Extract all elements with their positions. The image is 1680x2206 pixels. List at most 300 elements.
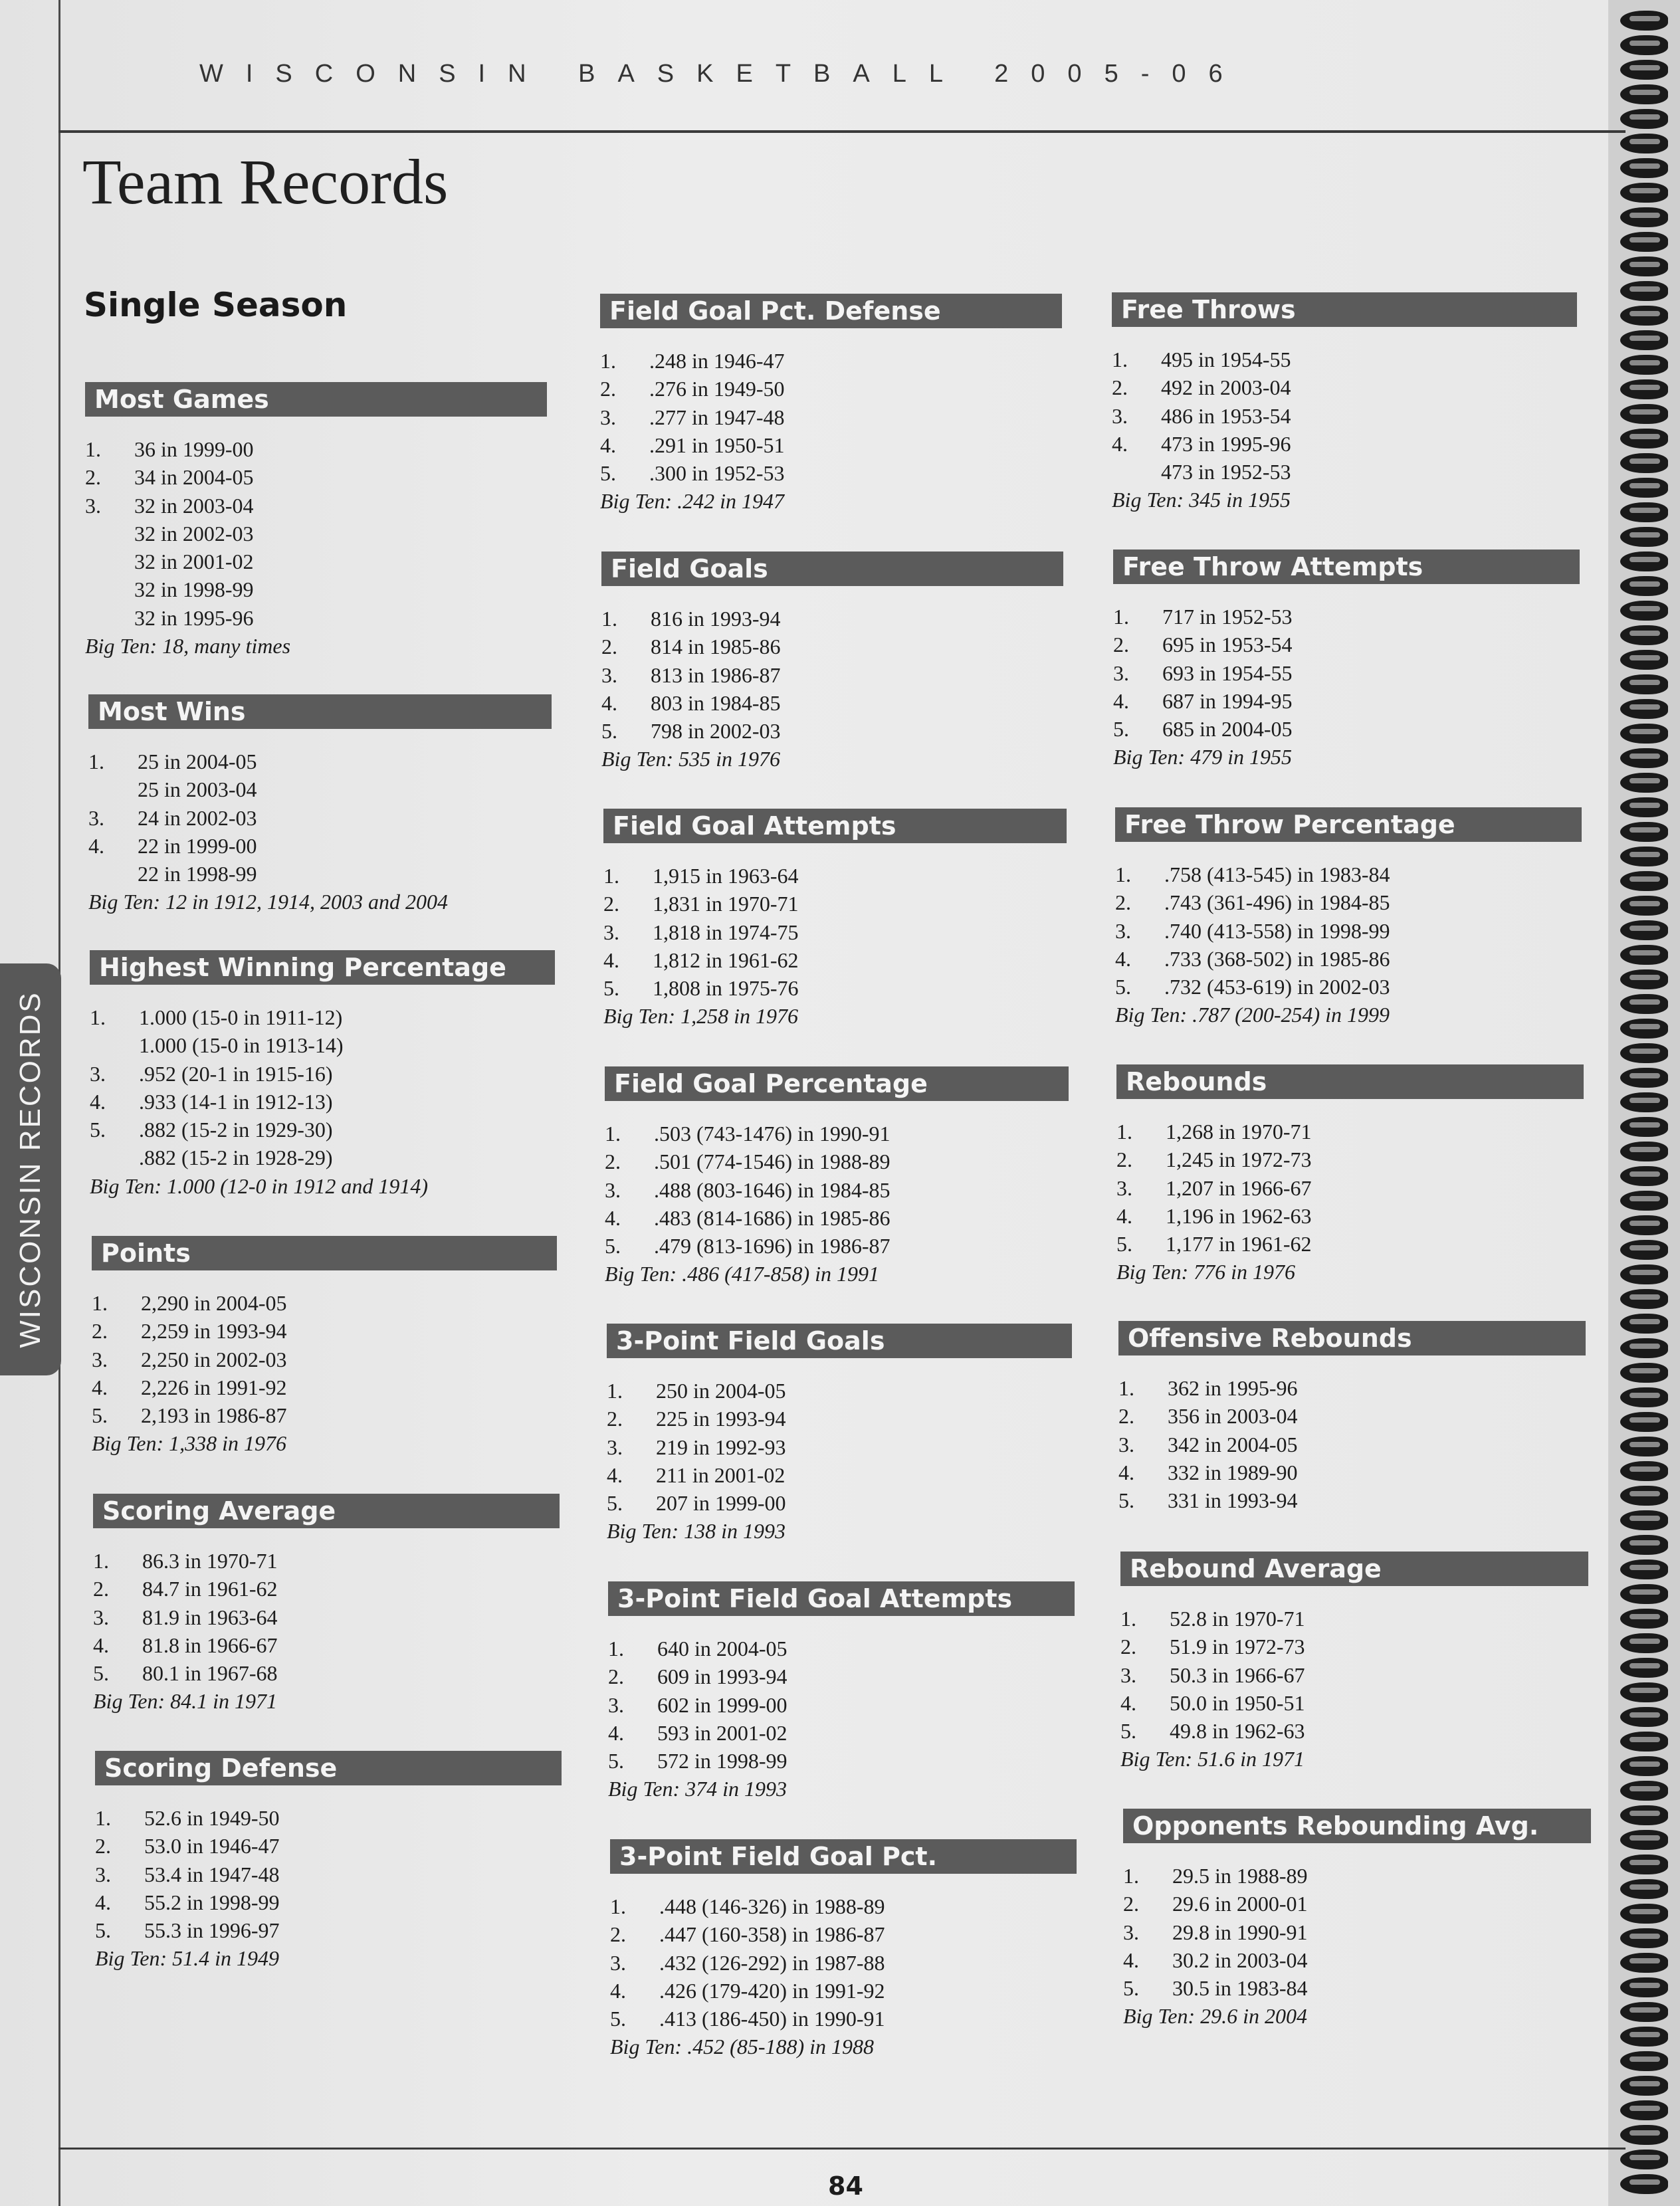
record-rank: 2. (1112, 375, 1128, 400)
record-entry (88, 804, 552, 832)
record-entry (1116, 1202, 1584, 1230)
record-rank: 3. (610, 1950, 626, 1975)
section-subtitle: Single Season (84, 286, 348, 324)
record-rank: 5. (600, 461, 616, 486)
record-rank: 3. (601, 662, 617, 687)
record-value: .276 in 1949-50 (649, 377, 785, 401)
record-entry (88, 860, 552, 888)
spiral-coil (1620, 621, 1673, 648)
record-rank: 2. (1118, 1404, 1134, 1429)
record-entry (1123, 1946, 1591, 1974)
record-entry (90, 1031, 555, 1059)
record-rank: 5. (1113, 717, 1129, 742)
big-ten-record: Big Ten: 12 in 1912, 1914, 2003 and 2004 (88, 890, 449, 914)
record-section-most-games (85, 382, 547, 660)
section-heading: Most Wins (88, 694, 552, 729)
record-value: .432 (126-292) in 1987-88 (659, 1950, 885, 1975)
record-value: 29.5 in 1988-89 (1172, 1864, 1308, 1888)
spiral-coil (1620, 916, 1673, 943)
record-rank: 4. (90, 1089, 106, 1114)
record-entry (608, 1662, 1075, 1690)
big-ten-record: Big Ten: 29.6 in 2004 (1123, 2004, 1308, 2029)
record-rank: 1. (600, 349, 616, 373)
section-heading: Most Games (85, 382, 547, 417)
record-value: 32 in 2002-03 (134, 521, 254, 546)
record-rank: 5. (1120, 1719, 1136, 1744)
spiral-coil (1620, 1949, 1673, 1975)
record-value: 84.7 in 1961-62 (142, 1577, 278, 1601)
record-value: 53.0 in 1946-47 (144, 1834, 280, 1858)
spiral-coil (1620, 1113, 1673, 1140)
spiral-coil (1620, 2121, 1673, 2148)
record-value: .488 (803-1646) in 1984-85 (654, 1177, 891, 1202)
record-value: .479 (813-1696) in 1986-87 (654, 1234, 891, 1258)
record-rank: 3. (1123, 1920, 1139, 1944)
record-entry (93, 1603, 560, 1631)
record-value: 1,245 in 1972-73 (1166, 1148, 1312, 1172)
record-entry (605, 1176, 1069, 1204)
record-entry (1113, 715, 1580, 743)
record-rank: 4. (1116, 1203, 1132, 1228)
spiral-coil (1620, 1482, 1673, 1508)
spiral-coil (1620, 867, 1673, 894)
record-list (600, 347, 1062, 516)
record-entry (603, 974, 1067, 1002)
spiral-coil (1620, 1826, 1673, 1853)
spiral-coil (1620, 695, 1673, 722)
record-list (607, 1377, 1072, 1546)
record-section-free-throws (1112, 292, 1577, 514)
record-rank: 4. (601, 690, 617, 715)
spiral-coil (1620, 1973, 1673, 2000)
record-entry (92, 1401, 557, 1429)
record-entry (95, 1832, 562, 1860)
record-entry (92, 1346, 557, 1373)
record-rank: 4. (1113, 688, 1129, 713)
spiral-coil (1620, 1728, 1673, 1754)
section-heading: Points (92, 1236, 557, 1270)
record-value: 342 in 2004-05 (1168, 1432, 1298, 1456)
record-section-most-wins (88, 694, 552, 916)
record-entry (85, 575, 547, 603)
spiral-coil (1620, 818, 1673, 845)
record-rank: 1. (93, 1549, 109, 1573)
spiral-coil (1620, 56, 1673, 82)
spiral-coil (1620, 7, 1673, 33)
section-heading: Opponents Rebounding Avg. (1123, 1809, 1591, 1843)
record-rank: 1. (88, 750, 104, 773)
record-entry (85, 492, 547, 520)
record-value: .300 in 1952-53 (649, 461, 785, 486)
record-entry (603, 918, 1067, 946)
record-section-scoring-average (93, 1494, 560, 1716)
record-rank: 3. (1115, 918, 1131, 943)
record-entry (610, 2005, 1077, 2033)
record-entry (93, 1575, 560, 1603)
record-entry (1123, 1918, 1591, 1946)
record-rank: 2. (85, 465, 101, 490)
record-entry (607, 1461, 1072, 1489)
record-list (1118, 1374, 1586, 1514)
record-value: 695 in 1953-54 (1162, 633, 1293, 657)
record-rank: 1. (607, 1379, 623, 1403)
record-entry (610, 1977, 1077, 2005)
record-entry (1120, 1605, 1588, 1633)
record-value: 50.0 in 1950-51 (1170, 1690, 1305, 1715)
record-entry (603, 890, 1067, 918)
record-section-points (92, 1236, 557, 1458)
spiral-coil (1620, 548, 1673, 574)
record-value: 1,808 in 1975-76 (653, 976, 799, 1001)
record-rank: 2. (1113, 633, 1129, 657)
big-ten-record: Big Ten: 1,338 in 1976 (92, 1431, 287, 1456)
record-value: 602 in 1999-00 (657, 1692, 788, 1717)
record-rank: 4. (92, 1375, 108, 1399)
record-rank: 3. (607, 1435, 623, 1459)
record-rank: 4. (88, 833, 104, 858)
record-rank: 2. (610, 1922, 626, 1947)
record-list (608, 1635, 1075, 1803)
record-value: 25 in 2003-04 (138, 777, 257, 802)
record-list (601, 605, 1063, 773)
record-value: 495 in 1954-55 (1161, 348, 1291, 371)
spiral-coil (1620, 523, 1673, 550)
record-rank: 3. (92, 1347, 108, 1371)
spiral-coil (1620, 1383, 1673, 1410)
record-value: 36 in 1999-00 (134, 437, 254, 461)
record-rank: 5. (1116, 1232, 1132, 1256)
record-rank: 4. (608, 1720, 624, 1745)
record-rank: 1. (85, 437, 101, 461)
spiral-coil (1620, 1211, 1673, 1238)
record-entry (95, 1888, 562, 1916)
record-rank: 3. (85, 493, 101, 518)
record-value: .448 (146-326) in 1988-89 (659, 1894, 885, 1918)
record-entry (601, 661, 1063, 689)
record-entry (93, 1659, 560, 1687)
record-value: 32 in 2001-02 (134, 550, 254, 574)
record-rank: 3. (93, 1605, 109, 1629)
record-value: 362 in 1995-96 (1168, 1376, 1298, 1400)
record-rank: 5. (95, 1918, 111, 1943)
record-entry (88, 775, 552, 803)
spiral-coil (1620, 228, 1673, 254)
record-value: 717 in 1952-53 (1162, 605, 1293, 629)
spiral-coil (1620, 1260, 1673, 1287)
record-entry (1115, 973, 1582, 1001)
record-value: .740 (413-558) in 1998-99 (1164, 918, 1390, 943)
record-rank: 2. (608, 1664, 624, 1689)
record-entry (90, 1060, 555, 1088)
record-entry (601, 717, 1063, 745)
record-rank: 1. (1116, 1120, 1132, 1144)
record-value: 332 in 1989-90 (1168, 1460, 1298, 1484)
record-value: 51.9 in 1972-73 (1170, 1635, 1305, 1659)
record-entry (1116, 1146, 1584, 1173)
record-entry (93, 1547, 560, 1575)
record-list (95, 1804, 562, 1973)
record-list (1112, 346, 1577, 514)
spiral-coil (1620, 1064, 1673, 1090)
spiral-coil (1620, 277, 1673, 304)
spiral-coil (1620, 400, 1673, 427)
section-heading: 3-Point Field Goal Attempts (608, 1581, 1075, 1616)
big-ten-record: Big Ten: 1,258 in 1976 (603, 1004, 799, 1029)
record-entry (607, 1405, 1072, 1433)
spiral-coil (1620, 1654, 1673, 1680)
spiral-coil (1620, 2047, 1673, 2074)
record-value: 22 in 1999-00 (138, 833, 257, 858)
spiral-coil (1620, 1236, 1673, 1262)
record-value: 1,831 in 1970-71 (653, 892, 799, 916)
record-list (93, 1547, 560, 1716)
record-list (1116, 1118, 1584, 1286)
record-rank: 1. (605, 1122, 621, 1146)
record-entry (85, 435, 547, 463)
record-list (610, 1892, 1077, 2061)
record-entry (90, 1116, 555, 1144)
record-value: 1,196 in 1962-63 (1166, 1203, 1312, 1228)
section-heading: Scoring Defense (95, 1751, 562, 1785)
record-rank: 4. (600, 433, 616, 457)
record-value: 803 in 1984-85 (651, 690, 781, 715)
spiral-coil (1620, 1408, 1673, 1435)
record-list (85, 435, 547, 660)
section-heading: Field Goal Pct. Defense (600, 294, 1062, 328)
record-value: 1,915 in 1963-64 (653, 864, 799, 888)
record-entry (607, 1433, 1072, 1461)
record-value: .483 (814-1686) in 1985-86 (654, 1205, 891, 1230)
spiral-coil (1620, 965, 1673, 992)
record-value: 816 in 1993-94 (651, 607, 781, 631)
record-value: 32 in 1998-99 (134, 577, 254, 602)
record-entry (92, 1373, 557, 1401)
record-rank: 4. (1123, 1948, 1139, 1972)
record-value: 30.5 in 1983-84 (1172, 1976, 1308, 2001)
record-value: 492 in 2003-04 (1161, 375, 1291, 400)
record-section-rebounds (1116, 1064, 1584, 1286)
spiral-coil (1620, 1162, 1673, 1189)
record-value: 473 in 1995-96 (1161, 431, 1291, 456)
record-value: .743 (361-496) in 1984-85 (1164, 890, 1390, 915)
big-ten-record: Big Ten: 1.000 (12-0 in 1912 and 1914) (90, 1173, 429, 1198)
section-heading: Free Throws (1112, 292, 1577, 327)
spiral-coil (1620, 351, 1673, 377)
big-ten-record: Big Ten: 345 in 1955 (1112, 488, 1291, 512)
record-rank: 4. (1120, 1690, 1136, 1715)
record-value: 50.3 in 1966-67 (1170, 1662, 1305, 1687)
record-rank: 4. (1115, 946, 1131, 971)
record-rank: 3. (1118, 1432, 1134, 1456)
record-entry (603, 946, 1067, 974)
record-entry (93, 1631, 560, 1659)
record-entry (1120, 1717, 1588, 1745)
record-value: 593 in 2001-02 (657, 1720, 788, 1745)
record-rank: 1. (1112, 348, 1128, 371)
big-ten-record: Big Ten: 51.4 in 1949 (95, 1946, 280, 1971)
record-rank: 5. (90, 1118, 106, 1142)
record-value: 473 in 1952-53 (1161, 460, 1291, 484)
record-rank: 2. (605, 1150, 621, 1174)
spiral-coil (1620, 769, 1673, 795)
section-heading: Highest Winning Percentage (90, 950, 555, 985)
spiral-coil (1620, 572, 1673, 599)
record-entry (601, 633, 1063, 660)
record-section-field-goals (601, 552, 1063, 773)
record-entry (601, 689, 1063, 717)
big-ten-record: Big Ten: 84.1 in 1971 (93, 1689, 278, 1714)
spiral-coil (1620, 892, 1673, 918)
record-entry (1118, 1431, 1586, 1458)
record-entry (1123, 1974, 1591, 2002)
record-rank: 2. (93, 1577, 109, 1601)
record-value: 53.4 in 1947-48 (144, 1862, 280, 1886)
record-entry (1113, 631, 1580, 658)
spiral-coil (1620, 1777, 1673, 1803)
big-ten-record: Big Ten: .486 (417-858) in 1991 (605, 1262, 880, 1286)
record-section-scoring-defense (95, 1751, 562, 1973)
record-value: 1,207 in 1966-67 (1166, 1175, 1312, 1200)
spiral-coil (1620, 1924, 1673, 1951)
record-value: 25 in 2004-05 (138, 750, 257, 773)
record-rank: 3. (95, 1862, 111, 1886)
record-value: 86.3 in 1970-71 (142, 1549, 278, 1573)
spiral-coil (1620, 1851, 1673, 1877)
record-entry (600, 403, 1062, 431)
record-rank: 5. (605, 1234, 621, 1258)
big-ten-record: Big Ten: 479 in 1955 (1113, 745, 1293, 769)
big-ten-record: Big Ten: 51.6 in 1971 (1120, 1747, 1305, 1771)
section-heading: Field Goal Percentage (605, 1066, 1069, 1101)
spiral-coil (1620, 1580, 1673, 1607)
spiral-coil (1620, 252, 1673, 279)
record-entry (601, 605, 1063, 633)
spiral-coil (1620, 720, 1673, 746)
spiral-coil (1620, 990, 1673, 1017)
spiral-coil (1620, 1998, 1673, 2025)
spiral-coil (1620, 2170, 1673, 2197)
record-rank: 1. (90, 1005, 106, 1029)
record-value: 211 in 2001-02 (656, 1462, 786, 1487)
header-rule (58, 130, 1626, 133)
record-value: 81.8 in 1966-67 (142, 1633, 278, 1657)
section-heading: 3-Point Field Goal Pct. (610, 1839, 1077, 1874)
record-value: 1,268 in 1970-71 (1166, 1120, 1312, 1144)
big-ten-record: Big Ten: 374 in 1993 (608, 1777, 788, 1801)
record-rank: 2. (95, 1834, 111, 1858)
section-heading: 3-Point Field Goals (607, 1324, 1072, 1358)
record-value: 29.6 in 2000-01 (1172, 1892, 1308, 1916)
record-rank: 3. (603, 920, 619, 944)
record-rank: 4. (1112, 431, 1128, 456)
spiral-coil (1620, 2072, 1673, 2098)
section-heading: Offensive Rebounds (1118, 1321, 1586, 1355)
record-entry (95, 1804, 562, 1832)
record-value: 52.8 in 1970-71 (1170, 1607, 1305, 1631)
record-value: 32 in 1995-96 (134, 605, 254, 630)
record-entry (85, 463, 547, 491)
record-entry (610, 1949, 1077, 1977)
spiral-coil (1620, 80, 1673, 107)
record-rank: 4. (95, 1890, 111, 1914)
record-value: 572 in 1998-99 (657, 1749, 788, 1773)
record-value: .732 (453-619) in 2002-03 (1164, 975, 1390, 999)
record-value: .758 (413-545) in 1983-84 (1164, 862, 1390, 886)
record-entry (605, 1204, 1069, 1232)
record-value: 81.9 in 1963-64 (142, 1605, 278, 1629)
record-value: .501 (774-1546) in 1988-89 (654, 1150, 891, 1174)
record-rank: 3. (608, 1692, 624, 1717)
spiral-coil (1620, 1678, 1673, 1705)
spiral-coil (1620, 449, 1673, 476)
record-value: 219 in 1992-93 (656, 1435, 786, 1459)
running-header: WISCONSIN BASKETBALL 2005-06 (199, 60, 1245, 88)
record-rank: 5. (92, 1403, 108, 1428)
record-value: 609 in 1993-94 (657, 1664, 788, 1689)
spiral-coil (1620, 375, 1673, 402)
spiral-coil (1620, 1801, 1673, 1828)
record-value: 34 in 2004-05 (134, 465, 254, 490)
spiral-coil (1620, 941, 1673, 967)
spiral-coil (1620, 326, 1673, 353)
record-value: 685 in 2004-05 (1162, 717, 1293, 742)
record-value: 2,193 in 1986-87 (141, 1403, 287, 1428)
record-value: 49.8 in 1962-63 (1170, 1719, 1305, 1744)
record-value: .933 (14-1 in 1912-13) (139, 1089, 333, 1114)
spiral-coil (1620, 1875, 1673, 1902)
record-entry (600, 431, 1062, 459)
record-rank: 5. (610, 2007, 626, 2031)
record-entry (1120, 1633, 1588, 1660)
record-entry (607, 1377, 1072, 1405)
record-value: .882 (15-2 in 1928-29) (139, 1146, 333, 1170)
record-entry (605, 1148, 1069, 1175)
record-value: 798 in 2002-03 (651, 719, 781, 744)
record-rank: 4. (603, 948, 619, 972)
spiral-coil (1620, 1900, 1673, 1926)
record-entry (90, 1088, 555, 1116)
section-heading: Rebound Average (1120, 1552, 1588, 1586)
record-value: 22 in 1998-99 (138, 862, 257, 886)
record-value: 32 in 2003-04 (134, 493, 254, 518)
record-entry (1115, 860, 1582, 888)
record-entry (605, 1120, 1069, 1148)
record-list (1113, 603, 1580, 771)
record-entry (1113, 687, 1580, 715)
record-value: 331 in 1993-94 (1168, 1488, 1298, 1513)
record-value: 1,812 in 1961-62 (653, 948, 799, 972)
record-entry (605, 1232, 1069, 1260)
spiral-coil (1620, 1752, 1673, 1779)
record-rank: 5. (1123, 1976, 1139, 2001)
record-list (92, 1289, 557, 1458)
spiral-coil (1620, 1334, 1673, 1361)
spiral-coil (1620, 105, 1673, 132)
record-section-offensive-rebounds (1118, 1321, 1586, 1514)
spiral-coil (1620, 474, 1673, 500)
record-value: 813 in 1986-87 (651, 662, 781, 687)
record-list (1123, 1862, 1591, 2031)
record-section-highest-winning-percentage (90, 950, 555, 1200)
spiral-coil (1620, 1138, 1673, 1164)
record-entry (1123, 1890, 1591, 1918)
record-value: 1.000 (15-0 in 1911-12) (139, 1005, 343, 1029)
record-rank: 5. (1115, 975, 1131, 999)
record-rank: 4. (93, 1633, 109, 1657)
section-heading: Free Throw Attempts (1113, 550, 1580, 584)
record-rank: 2. (92, 1319, 108, 1344)
spiral-coil (1620, 1605, 1673, 1631)
